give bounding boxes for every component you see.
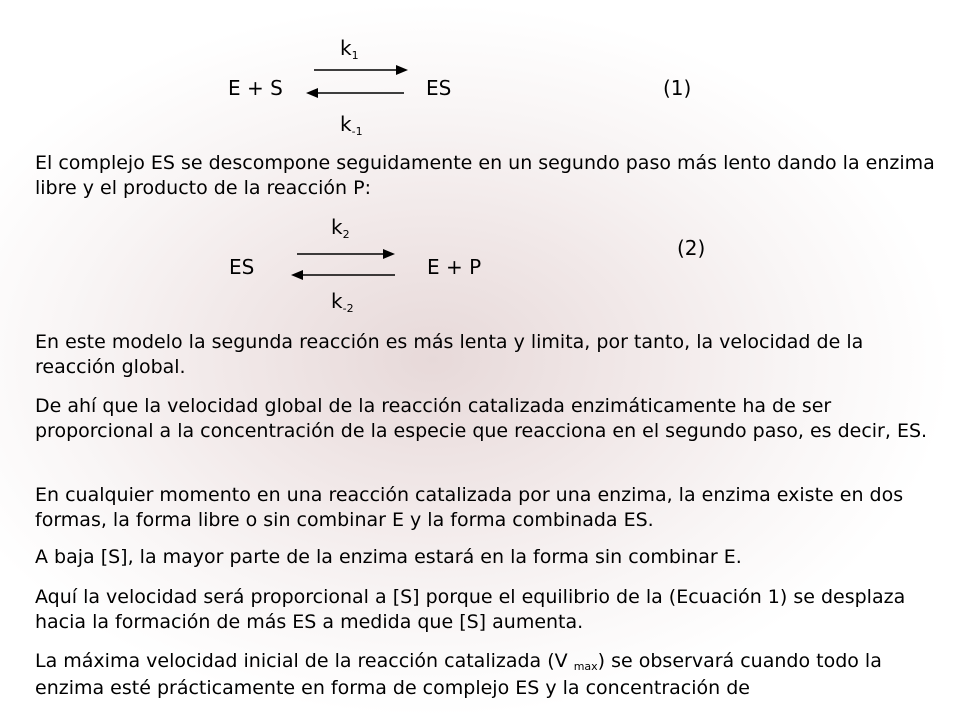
rate-constant-k-minus-2: $k_{-2}$ bbox=[331, 289, 354, 315]
paragraph-6: Aquí la velocidad será proporcional a [S] porque el equilibrio de la (Ecuación 1) se desplaza hacia la formación de más ES a medida que [S] aumenta. bbox=[35, 586, 906, 633]
rate-constant-k2: $k_2$ bbox=[331, 215, 350, 241]
reactant-complex-es: ES bbox=[229, 255, 255, 279]
equation-number-2: (2) bbox=[677, 236, 706, 260]
reversible-arrow-icon bbox=[300, 60, 415, 102]
product-complex-es: ES bbox=[426, 76, 452, 100]
paragraph-4: En cualquier momento en una reacción catalizada por una enzima, la enzima existe en dos formas, la forma libre o sin combinar E y la forma combinada ES. bbox=[35, 484, 904, 531]
paragraph-1: El complejo ES se descompone seguidamente en un segundo paso más lento dando la enzima libre y el producto de la reacción P: bbox=[35, 152, 935, 199]
rate-constant-k1: $k_1$ bbox=[340, 36, 359, 62]
products-e-plus-p: E + P bbox=[427, 255, 482, 279]
equation-number-1: (1) bbox=[663, 76, 692, 100]
paragraph-2: En este modelo la segunda reacción es más lenta y limita, por tanto, la velocidad de la reacción global. bbox=[35, 331, 864, 378]
paragraph-3: De ahí que la velocidad global de la reacción catalizada enzimáticamente ha de ser proporcional a la concentración de la especie que reacciona en el segundo paso, es decir, ES. bbox=[35, 395, 928, 442]
reactants-e-plus-s: E + S bbox=[228, 76, 283, 100]
paragraph-7: La máxima velocidad inicial de la reacción catalizada (V $_{max}$) se observará cuando todo la enzima esté prácticamente en forma de complejo ES y la concentración de bbox=[35, 650, 882, 699]
paragraph-5: A baja [S], la mayor parte de la enzima estará en la forma sin combinar E. bbox=[35, 546, 742, 568]
rate-constant-k-minus-1: $k_{-1}$ bbox=[340, 112, 363, 138]
reversible-arrow-icon bbox=[285, 244, 405, 284]
